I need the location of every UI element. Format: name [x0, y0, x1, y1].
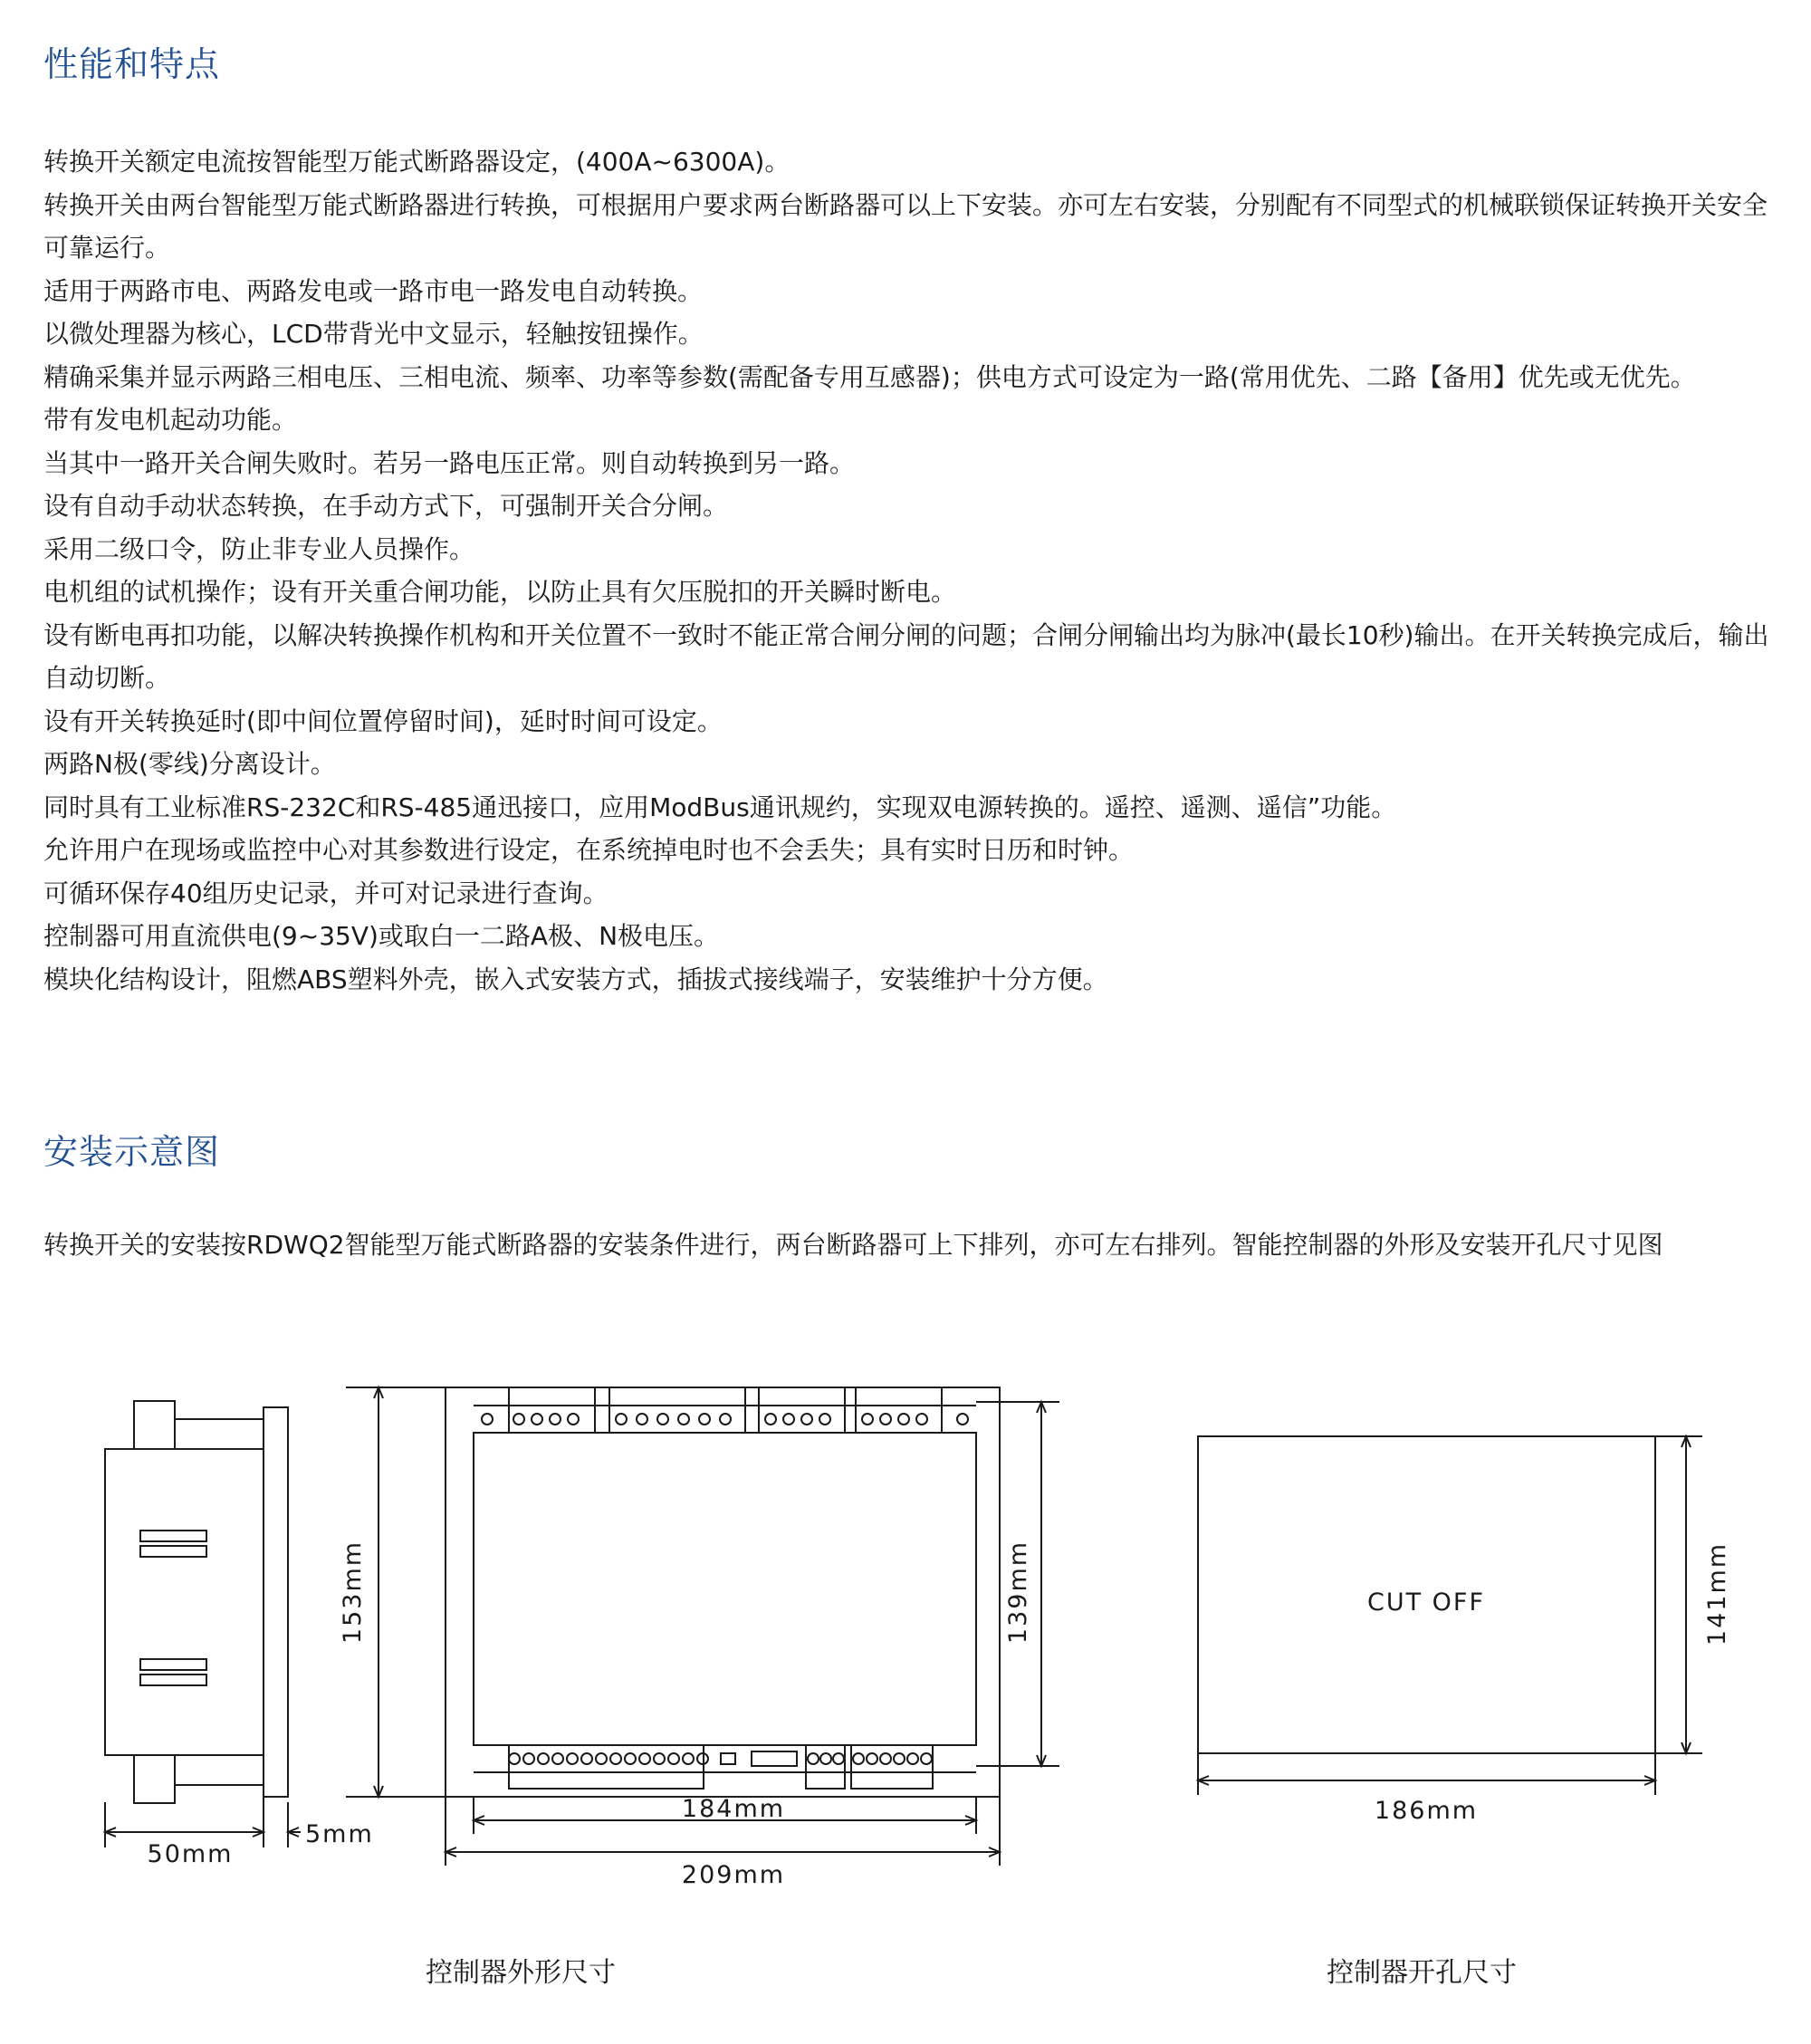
- feature-item: 设有开关转换延时(即中间位置停留时间)，延时时间可设定。: [43, 705, 723, 736]
- side-slot: [140, 1675, 206, 1685]
- feature-item: 控制器可用直流供电(9~35V)或取白一二路A极、N极电压。: [43, 921, 720, 951]
- side-slot: [140, 1531, 206, 1541]
- bottom-terminal-block: [806, 1745, 845, 1789]
- feature-item: 当其中一路开关合闸失败时。若另一路电压正常。则自动转换到另一路。: [43, 447, 856, 478]
- dim-cut-width: 186mm: [1374, 1797, 1479, 1825]
- dim-outer-width: 209mm: [681, 1861, 786, 1889]
- side-top-connector: [134, 1401, 175, 1449]
- dim-outer-height: 153mm: [339, 1540, 367, 1645]
- feature-item: 带有发电机起动功能。: [43, 405, 298, 435]
- feature-item: 转换开关额定电流按智能型万能式断路器设定，(400A~6300A)。: [43, 147, 791, 177]
- feature-item: 设有断电再扣功能，以解决转换操作机构和开关位置不一致时不能正常合闸分闸的问题；合闸分闸输出均为脉冲(最长10秒)输出。在开关转换完成后，输出自动切断。: [43, 619, 1769, 693]
- feature-item: 允许用户在现场或监控中心对其参数进行设定，在系统掉电时也不会丢失；具有实时日历和时钟。: [43, 835, 1135, 865]
- top-terminal-block: [609, 1387, 745, 1433]
- side-top-connector-base: [175, 1419, 264, 1449]
- bottom-terminal-block: [509, 1745, 704, 1789]
- side-bottom-connector-base: [175, 1755, 264, 1785]
- side-bottom-connector: [134, 1755, 175, 1803]
- feature-item: 转换开关由两台智能型万能式断路器进行转换，可根据用户要求两台断路器可以上下安装。亦可左右安装，分别配有不同型式的机械联锁保证转换开关安全可靠运行。: [43, 189, 1768, 263]
- side-slot: [140, 1659, 206, 1670]
- caption-outline-dimensions: 控制器外形尺寸: [426, 1957, 616, 1989]
- side-slot: [140, 1546, 206, 1557]
- installation-title: 安装示意图: [43, 1132, 221, 1172]
- feature-item: 精确采集并显示两路三相电压、三相电流、频率、功率等参数(需配备专用互感器)；供电方式可设定为一路(常用优先、二路【备用】优先或无优先。: [43, 361, 1696, 392]
- cutout-label: CUT OFF: [1366, 1588, 1486, 1617]
- side-body: [105, 1449, 264, 1755]
- feature-item: 可循环保存40组历史记录，并可对记录进行查询。: [43, 878, 608, 908]
- features-title: 性能和特点: [43, 44, 221, 84]
- feature-item: 模块化结构设计，阻燃ABS塑料外壳，嵌入式安装方式，插拔式接线端子，安装维护十分方便。: [43, 964, 1108, 994]
- top-terminal-block: [759, 1387, 845, 1433]
- feature-item: 以微处理器为核心，LCD带背光中文显示，轻触按钮操作。: [43, 319, 704, 349]
- dim-depth: 50mm: [147, 1840, 234, 1868]
- feature-item: 采用二级口令，防止非专业人员操作。: [43, 533, 475, 564]
- communication-port: [752, 1751, 797, 1766]
- controller-side-view: [105, 1401, 301, 1847]
- front-panel: [446, 1387, 1000, 1797]
- top-terminal-screws: [482, 1414, 968, 1425]
- features-list: [43, 140, 1782, 1001]
- feature-item: 两路N极(零线)分离设计。: [43, 749, 336, 779]
- feature-item: 适用于两路市电、两路发电或一路市电一路发电自动转换。: [43, 275, 704, 306]
- controller-dimension-diagram: [0, 1349, 1811, 2038]
- side-panel: [264, 1407, 288, 1797]
- dim-panel-thickness: 5mm: [305, 1820, 374, 1848]
- top-terminal-block: [856, 1387, 942, 1433]
- controller-front-view: [346, 1387, 1059, 1866]
- indicator: [721, 1753, 735, 1764]
- feature-item: 设有自动手动状态转换，在手动方式下，可强制开关合分闸。: [43, 491, 729, 521]
- bottom-terminal-block: [851, 1745, 933, 1789]
- dim-cut-height: 141mm: [1703, 1541, 1731, 1646]
- dim-inner-height: 139mm: [1004, 1540, 1032, 1645]
- installation-text: 转换开关的安装按RDWQ2智能型万能式断路器的安装条件进行，两台断路器可上下排列，亦可左右排列。智能控制器的外形及安装开孔尺寸见图: [43, 1230, 1663, 1260]
- caption-cutout-dimensions: 控制器开孔尺寸: [1327, 1957, 1517, 1989]
- feature-item: 电机组的试机操作；设有开关重合闸功能，以防止具有欠压脱扣的开关瞬时断电。: [43, 577, 957, 607]
- front-body: [474, 1433, 976, 1745]
- feature-item: 同时具有工业标准RS-232C和RS-485通迅接口，应用ModBus通讯规约，实现双电源转换的。遥控、遥测、遥信”功能。: [43, 792, 1397, 822]
- dim-inner-width: 184mm: [681, 1795, 786, 1823]
- top-terminal-block: [509, 1387, 595, 1433]
